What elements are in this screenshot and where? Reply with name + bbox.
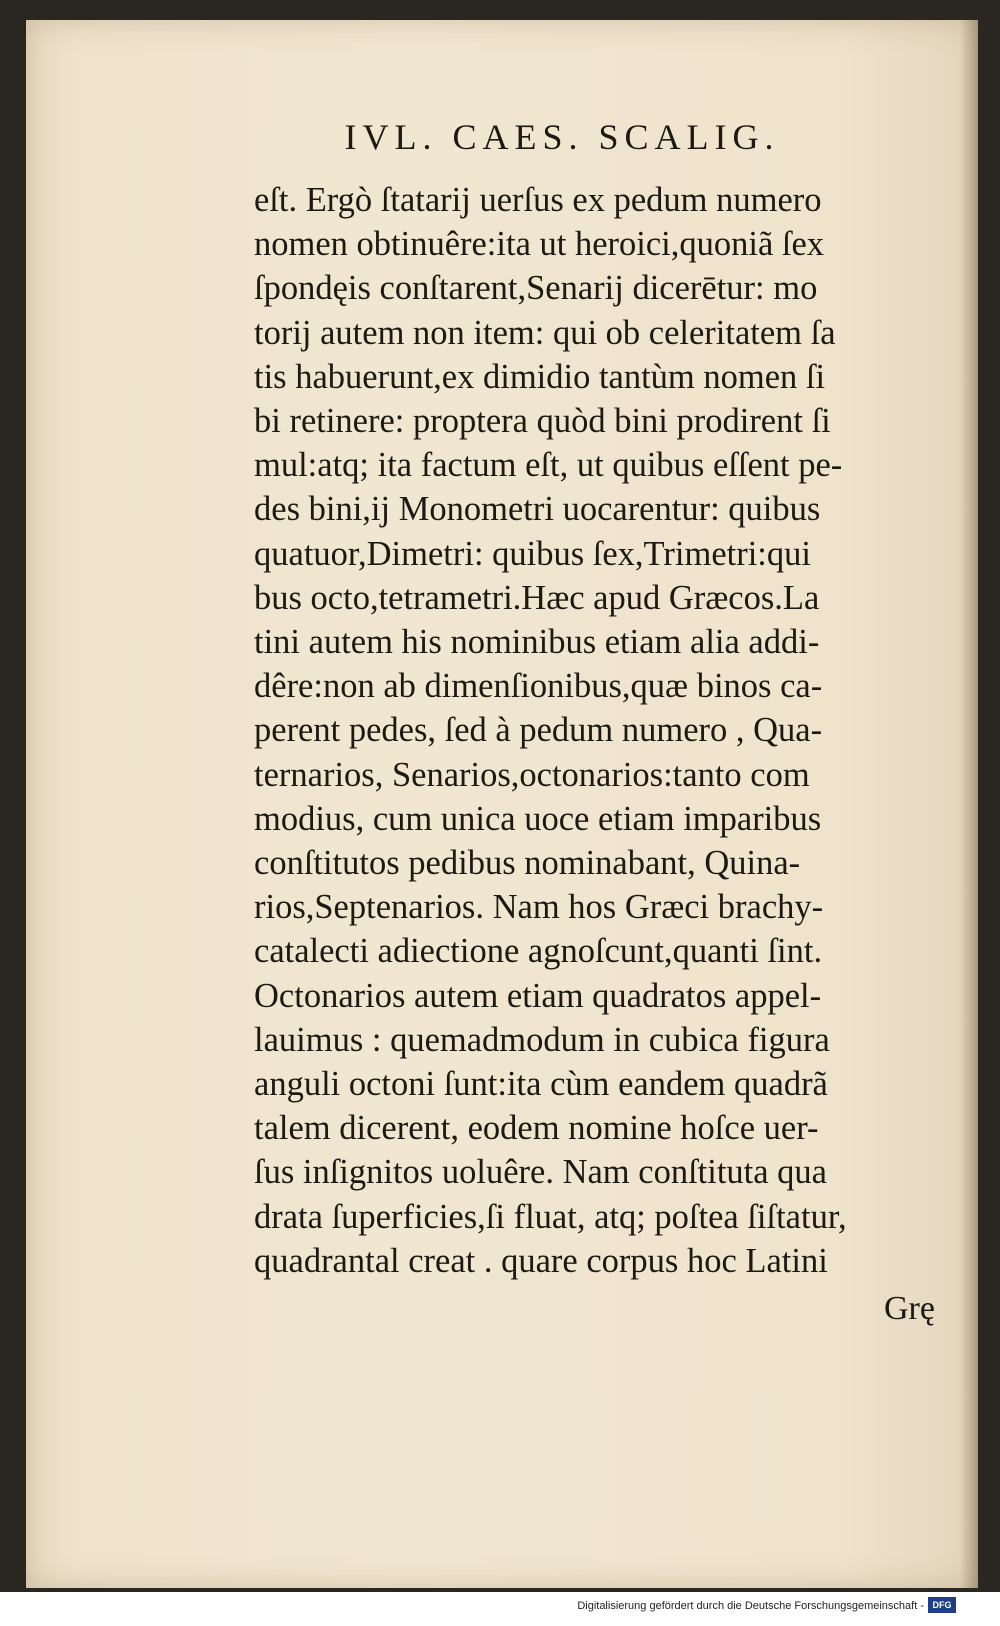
text-line: tis habuerunt,ex dimidio tantùm nomen ſi	[254, 357, 826, 396]
text-line: talem dicerent, eodem nomine hoſce uer-	[254, 1109, 819, 1148]
text-line: ſus inſignitos uoluêre. Nam conſtituta qua	[254, 1153, 827, 1192]
text-line: quatuor,Dimetri: quibus ſex,Trimetri:qui	[254, 534, 811, 573]
text-line: dêre:non ab dimenſionibus,quæ binos ca-	[254, 667, 823, 706]
text-line: bus octo,tetrametri.Hæc apud Græcos.La	[254, 578, 820, 617]
text-line: anguli octoni ſunt:ita cùm eandem quadrã	[254, 1065, 828, 1104]
text-line: Octonarios autem etiam quadratos appel-	[254, 976, 822, 1015]
text-line: bi retinere: proptera quòd bini prodirent ſi	[254, 402, 831, 441]
text-line: lauimus : quemadmodum in cubica figura	[254, 1020, 830, 1059]
running-head: IVL. CAES. SCALIG.	[344, 117, 780, 157]
book-page	[26, 20, 978, 1588]
text-line: modius, cum unica uoce etiam imparibus	[254, 799, 822, 838]
text-line: tini autem his nominibus etiam alia addi-	[254, 623, 820, 662]
text-line: drata ſuperficies,ſi fluat, atq; poſtea ſiſtatur,	[254, 1197, 847, 1236]
text-line: rios,Septenarios. Nam hos Græci brachy-	[254, 888, 824, 927]
text-line: conſtitutos pedibus nominabant, Quina-	[254, 844, 801, 883]
text-line: torij autem non item: qui ob celeritatem ſa	[254, 313, 836, 352]
catchword: Grę	[884, 1290, 935, 1327]
dfg-logo-icon: DFG	[928, 1597, 956, 1613]
text-line: ſpondęis conſtarent,Senarij dicerētur: mo	[254, 269, 818, 308]
text-line: nomen obtinuêre:ita ut heroici,quoniã ſex	[254, 225, 825, 264]
footer-bar	[0, 1592, 1000, 1626]
text-line: mul:atq; ita factum eſt, ut quibus eſſent pe-	[254, 446, 843, 485]
text-line: ternarios, Senarios,octonarios:tanto com	[254, 755, 810, 794]
funding-credit: Digitalisierung gefördert durch die Deutsche Forschungsgemeinschaft -	[577, 1600, 924, 1612]
text-line: perent pedes, ſed à pedum numero , Qua-	[254, 711, 823, 750]
text-line: des bini,ij Monometri uocarentur: quibus	[254, 490, 821, 529]
text-line: quadrantal creat . quare corpus hoc Latini	[254, 1241, 828, 1280]
text-line: catalecti adiectione agnoſcunt,quanti ſint.	[254, 932, 823, 971]
body-text	[254, 178, 954, 1283]
text-line: eſt. Ergò ſtatarij uerſus ex pedum numero	[254, 181, 822, 219]
